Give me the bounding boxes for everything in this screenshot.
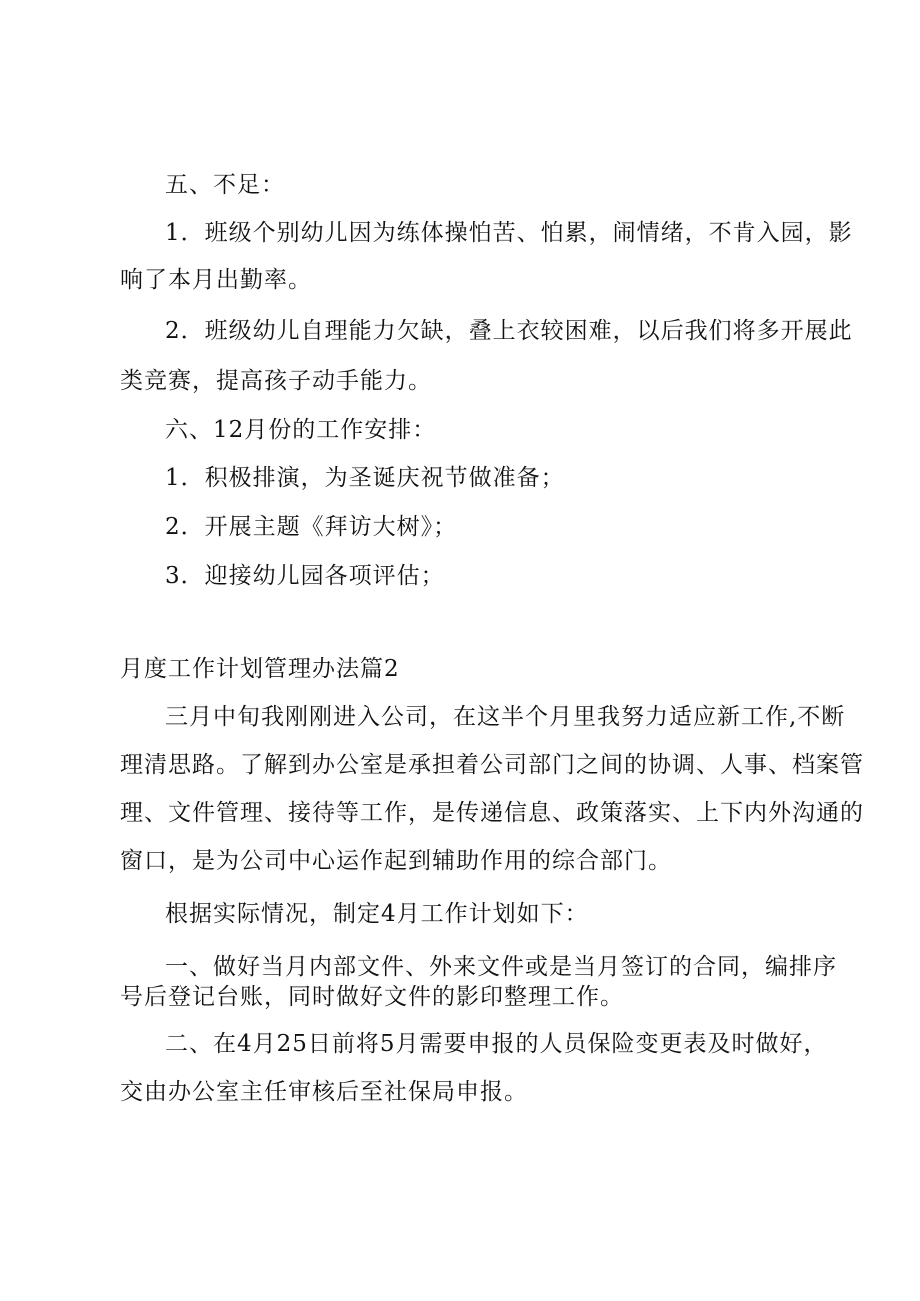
shortcoming-item-2-line-2: 类竞赛，提高孩子动手能力。 — [120, 368, 432, 394]
section-heading-shortcomings: 五、不足： — [165, 172, 285, 198]
december-plan-item-2: 2．开展主题《拜访大树》； — [165, 514, 458, 540]
intro-line-1: 三月中旬我刚刚进入公司，在这半个月里我努力适应新工作,不断 — [165, 704, 846, 730]
december-plan-item-1: 1．积极排演，为圣诞庆祝节做准备； — [165, 465, 565, 491]
intro-line-4: 窗口，是为公司中心运作起到辅助作用的综合部门。 — [120, 848, 672, 874]
shortcoming-item-1-line-2: 响了本月出勤率。 — [120, 267, 312, 293]
december-plan-item-3: 3．迎接幼儿园各项评估； — [165, 563, 445, 589]
plan-item-2-line-2: 交由办公室主任审核后至社保局申报。 — [120, 1079, 528, 1105]
section-heading-december-plan: 六、12月份的工作安排： — [165, 417, 437, 443]
plan-item-2-line-1: 二、在4月25日前将5月需要申报的人员保险变更表及时做好， — [165, 1031, 828, 1057]
article-title: 月度工作计划管理办法篇2 — [120, 656, 400, 682]
intro-line-3: 理、文件管理、接待等工作，是传递信息、政策落实、上下内外沟通的 — [120, 800, 864, 826]
plan-intro: 根据实际情况，制定4月工作计划如下： — [165, 901, 589, 927]
shortcoming-item-1-line-1: 1．班级个别幼儿因为练体操怕苦、怕累，闹情绪，不肯入园，影 — [165, 220, 853, 246]
plan-item-1-line-1: 一、做好当月内部文件、外来文件或是当月签订的合同，编排序 — [165, 954, 837, 980]
shortcoming-item-2-line-1: 2．班级幼儿自理能力欠缺，叠上衣较困难，以后我们将多开展此 — [165, 318, 853, 344]
plan-item-1-line-2: 号后登记台账，同时做好文件的影印整理工作。 — [120, 984, 624, 1010]
intro-line-2: 理清思路。了解到办公室是承担着公司部门之间的协调、人事、档案管 — [120, 752, 864, 778]
